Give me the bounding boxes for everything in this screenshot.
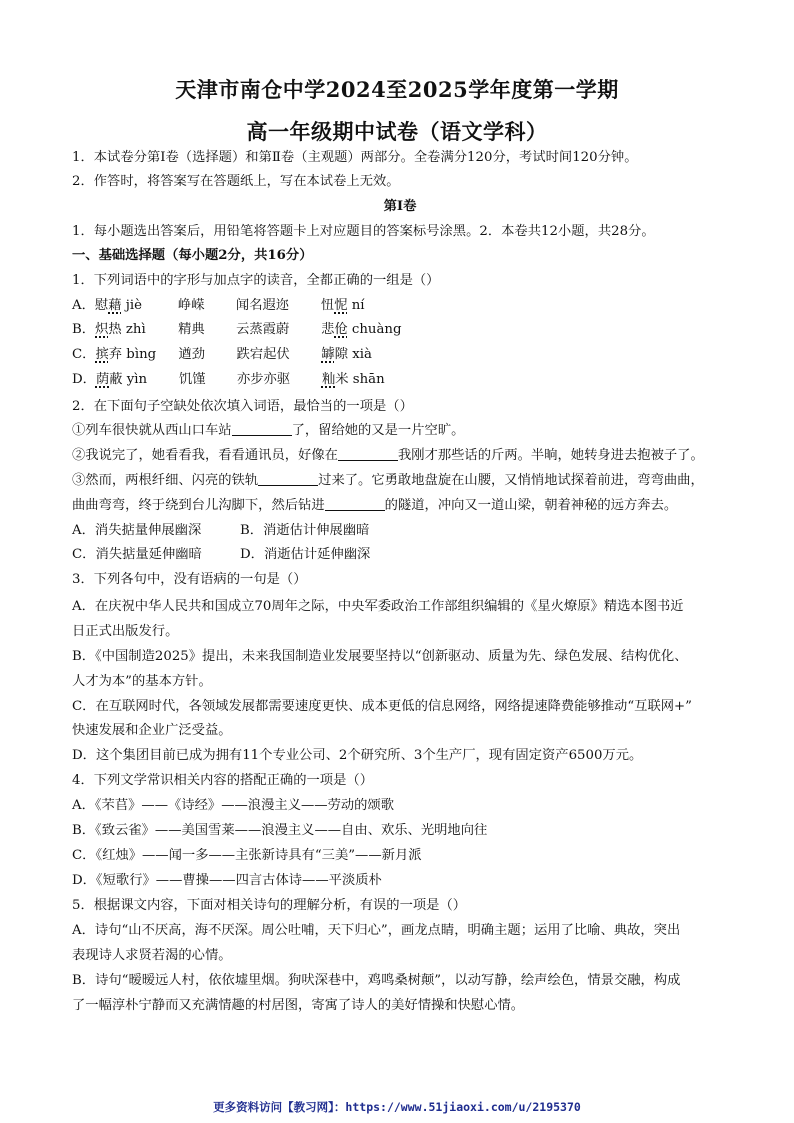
word-with-pinyin — [95, 296, 178, 316]
q3-option-b-line2: 人才为本”的基本方针。 — [72, 674, 212, 689]
pinyin: 隙 xià — [334, 347, 372, 362]
dotted-char: 罅 — [321, 347, 335, 362]
instruction-1: 1．本试卷分第Ⅰ卷（选择题）和第Ⅱ卷（主观题）两部分。全卷满分120分，考试时间120分钟。 — [72, 150, 638, 165]
word-part: 悲 — [321, 322, 335, 337]
dotted-char: 炽 — [95, 322, 109, 337]
sentence-text: 的隧道，冲向又一道山梁，朝着神秘的远方奔去。 — [384, 498, 678, 513]
option-label: A． — [72, 298, 95, 313]
option-label: C． — [72, 347, 96, 362]
word: 跌宕起伏 — [236, 347, 290, 362]
fill-blank — [232, 421, 292, 436]
q3-option-a-line1: A．在庆祝中华人民共和国成立70周年之际，中央军委政治工作部组织编辑的《星火燎原》精选本图书近 — [72, 599, 684, 614]
word: 亦步亦驱 — [236, 372, 291, 387]
q2-sentence-3 — [72, 471, 728, 491]
instruction-2: 2．作答时，将答案写在答题纸上，写在本试卷上无效。 — [72, 174, 400, 189]
word-with-pinyin — [321, 345, 372, 365]
pinyin: ní — [347, 298, 365, 313]
q5-option-b-line2: 了一幅淳朴宁静而又充满情趣的村居图，寄寓了诗人的美好情操和快慰心情。 — [72, 998, 525, 1013]
pinyin: jiè — [121, 298, 142, 313]
q2-option-a: A．消失掂量伸展幽深 — [72, 523, 202, 538]
word-part: 慰 — [94, 298, 109, 313]
word: 饥馑 — [178, 372, 206, 387]
word-with-pinyin — [96, 370, 179, 390]
dotted-char: 荫 — [95, 372, 110, 387]
q1-option-d — [72, 370, 728, 390]
word: 遒劲 — [178, 347, 206, 362]
sentence-text: ③然而，两根纤细、闪亮的铁轨 — [72, 473, 259, 488]
option-label: D． — [72, 372, 96, 387]
q2-stem: 2．在下面句子空缺处依次填入词语，最恰当的一项是（） — [72, 399, 413, 414]
volume-note: 1．每小题选出答案后，用铅笔将答题卡上对应题目的答案标号涂黑。2．本卷共12小题，共28分。 — [72, 224, 655, 239]
pinyin: chuàng — [347, 322, 402, 337]
sentence-text: 过来了。它勇敢地盘旋在山腰，又悄悄地试探着前进，弯弯曲曲， — [318, 473, 704, 488]
q5-option-a-line1: A．诗句“山不厌高，海不厌深。周公吐哺，天下归心”，画龙点睛，明确主题；运用了比喻、典故，突出 — [72, 923, 681, 938]
word-with-pinyin — [95, 320, 178, 340]
word-with-pinyin — [322, 370, 385, 390]
q2-sentence-1 — [72, 421, 728, 441]
q1-stem: 1．下列词语中的字形与加点字的读音，全都正确的一组是（） — [72, 273, 440, 288]
footer-link[interactable]: 更多资料访问【教习网】：https://www.51jiaoxi.com/u/2195370 — [213, 1100, 581, 1114]
word: 闻名遐迩 — [235, 298, 290, 313]
fill-blank — [338, 446, 398, 461]
q4-option-c: C．《红烛》——闻一多——主张新诗具有“三美”——新月派 — [72, 848, 422, 863]
pinyin: 弃 bìng — [108, 347, 157, 362]
word-with-pinyin — [95, 345, 178, 365]
q3-option-c-line1: C．在互联网时代，各领域发展都需要速度更快、成本更低的信息网络，网络提速降费能够推动“互联网+” — [72, 699, 692, 714]
dotted-char: 怩 — [334, 298, 348, 313]
q2-options-ab — [72, 521, 728, 541]
dotted-char: 摈 — [95, 347, 109, 362]
pinyin: 米 shān — [335, 372, 385, 387]
word: 云蒸霞蔚 — [236, 322, 290, 337]
sentence-text: ①列车很快就从西山口车站 — [72, 423, 232, 438]
q5-stem: 5．根据课文内容，下面对相关诗句的理解分析，有误的一项是（） — [72, 898, 467, 913]
q4-option-d: D．《短歌行》——曹操——四言古体诗——平淡质朴 — [72, 873, 382, 888]
sentence-text: ②我说完了，她看看我，看看通讯员，好像在 — [72, 448, 338, 463]
q4-stem: 4．下列文学常识相关内容的搭配正确的一项是（） — [72, 773, 373, 788]
word: 精典 — [178, 322, 205, 337]
q3-option-c-line2: 快速发展和企业广泛受益。 — [72, 723, 232, 738]
q1-option-b — [72, 320, 728, 340]
dotted-char: 籼 — [321, 372, 336, 387]
q3-option-d: D．这个集团目前已成为拥有11个专业公司、2个研究所、3个生产厂，现有固定资产6500万元。 — [72, 748, 643, 763]
word-with-pinyin — [321, 296, 365, 316]
q2-option-b: B．消逝估计伸展幽暗 — [240, 523, 370, 538]
section-heading: 一、基础选择题（每小题2分，共16分） — [72, 248, 313, 263]
q3-option-b-line1: B．《中国制造2025》提出，未来我国制造业发展要坚持以“创新驱动、质量为先、绿色发展、结构优化、 — [72, 649, 688, 664]
q2-sentence-4 — [72, 496, 728, 516]
q5-option-b-line1: B．诗句“暧暧远人村，依依墟里烟。狗吠深巷中，鸡鸣桑树颠”，以动写静，绘声绘色，情景交融，构成 — [72, 973, 681, 988]
dotted-char: 藉 — [108, 298, 122, 313]
word-part: 忸 — [320, 298, 335, 313]
q1-option-c — [72, 345, 728, 365]
pinyin: 热 zhì — [108, 322, 146, 337]
sentence-text: 曲曲弯弯，终于绕到台儿沟脚下，然后钻进 — [72, 498, 325, 513]
option-label: B． — [72, 322, 96, 337]
q3-stem: 3．下列各句中，没有语病的一句是（） — [72, 572, 307, 587]
exam-title-subject: 高一年级期中试卷（语文学科） — [246, 119, 548, 144]
q3-option-a-line2: 日正式出版发行。 — [72, 624, 179, 639]
word: 峥嵘 — [177, 298, 205, 313]
fill-blank — [258, 471, 318, 486]
pinyin: 蔽 yìn — [109, 372, 148, 387]
sentence-text: 了，留给她的又是一片空旷。 — [291, 423, 465, 438]
q4-option-a: A．《芣苢》——《诗经》——浪漫主义——劳动的颂歌 — [72, 798, 395, 813]
volume-title: 第Ⅰ卷 — [383, 199, 417, 214]
q1-option-a — [72, 296, 728, 316]
q2-sentence-2 — [72, 446, 728, 466]
exam-title-school: 天津市南仓中学2024至2025学年度第一学期 — [175, 77, 619, 102]
q5-option-a-line2: 表现诗人求贤若渴的心情。 — [72, 948, 232, 963]
q2-option-d: D．消逝估计延伸幽深 — [240, 547, 371, 562]
q4-option-b: B．《致云雀》——美国雪莱——浪漫主义——自由、欢乐、光明地向往 — [72, 823, 488, 838]
q2-option-c: C．消失掂量延伸幽暗 — [72, 547, 202, 562]
fill-blank — [325, 496, 385, 511]
dotted-char: 伧 — [334, 322, 348, 337]
sentence-text: 我刚才那些话的斤两。半晌，她转身进去抱被子了。 — [397, 448, 704, 463]
word-with-pinyin — [321, 320, 401, 340]
q2-options-cd — [72, 545, 728, 565]
